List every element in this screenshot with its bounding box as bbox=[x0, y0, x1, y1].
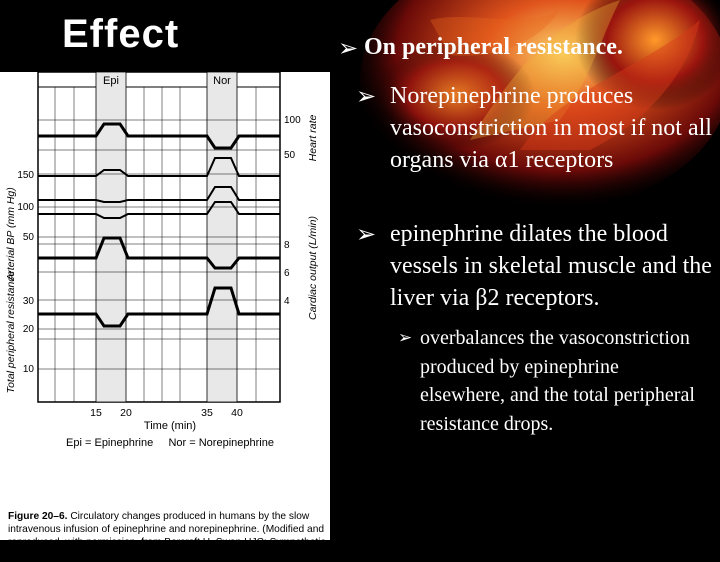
header-epi: Epi bbox=[103, 75, 119, 87]
tpr-trace bbox=[38, 288, 280, 326]
axis-label-bp: Arterial BP (mm Hg) bbox=[5, 187, 17, 281]
bullet-norepinephrine-text: Norepinephrine produces vasoconstriction in most if not all organs via α1 receptors bbox=[390, 83, 712, 173]
axis-label-hr: Heart rate bbox=[307, 114, 319, 162]
x-axis-label: Time (min) bbox=[143, 420, 197, 432]
cardiac-output-trace bbox=[38, 238, 280, 268]
figure-caption-label: Figure 20–6. bbox=[8, 511, 68, 522]
header-nor: Nor bbox=[213, 75, 231, 87]
figure-panel bbox=[0, 72, 330, 561]
tick-co-8: 8 bbox=[284, 240, 290, 251]
sub-bullet-overbalance bbox=[398, 324, 708, 438]
x-tick-35: 35 bbox=[201, 407, 213, 419]
axis-label-co: Cardiac output (L/min) bbox=[307, 216, 319, 320]
tick-tpr-20: 20 bbox=[22, 324, 34, 335]
tick-hr-50: 50 bbox=[284, 150, 296, 161]
x-tick-40: 40 bbox=[231, 407, 243, 419]
x-tick-20: 20 bbox=[120, 407, 132, 419]
tick-hr-100: 100 bbox=[284, 115, 301, 126]
diastolic-bp-trace bbox=[38, 202, 280, 218]
bullet-arrow-icon: ➢ bbox=[398, 328, 413, 348]
tick-bp-50: 50 bbox=[22, 232, 34, 243]
tick-co-6: 6 bbox=[284, 268, 290, 279]
slide-title: Effect bbox=[62, 12, 180, 56]
bullet-arrow-icon: ➢ bbox=[356, 82, 377, 110]
heart-rate-trace bbox=[38, 124, 280, 148]
tick-tpr-30: 30 bbox=[22, 296, 34, 307]
systolic-bp-trace bbox=[38, 158, 280, 176]
bullet-arrow-icon: ➢ bbox=[356, 220, 377, 248]
figure-caption-text: Circulatory changes produced in humans by the slow intravenous infusion of epinephrine and norepinephrine. (Modified and reproduced, with permission, from Barcroft H, Swan HJC: Sympathetic Control of Human Blood Vessels. Arnold, 1953.) bbox=[8, 511, 326, 561]
tick-bp-150: 150 bbox=[17, 170, 34, 181]
mean-bp-trace bbox=[38, 187, 280, 202]
tick-co-4: 4 bbox=[284, 296, 290, 307]
x-tick-15: 15 bbox=[90, 407, 102, 419]
circulatory-changes-figure bbox=[0, 72, 330, 512]
sub-bullet-overbalance-text: overbalances the vasoconstriction produced by epinephrine elsewhere, and the total peripheral resistance drops. bbox=[420, 327, 695, 435]
bullet-heading-text: On peripheral resistance. bbox=[364, 34, 623, 60]
bullet-epinephrine-text: epinephrine dilates the blood vessels in skeletal muscle and the liver via β2 receptors. bbox=[390, 221, 712, 311]
tick-bp-100: 100 bbox=[17, 202, 34, 213]
tick-tpr-10: 10 bbox=[22, 364, 34, 375]
figure-caption bbox=[8, 510, 330, 562]
figure-legend: Epi = Epinephrine Nor = Norepinephrine bbox=[66, 437, 274, 449]
bullet-epinephrine bbox=[356, 218, 720, 314]
bullet-arrow-icon: ➢ bbox=[338, 34, 359, 62]
bullet-norepinephrine bbox=[356, 80, 716, 176]
axis-label-tpr: Total peripheral resistance bbox=[5, 270, 17, 394]
